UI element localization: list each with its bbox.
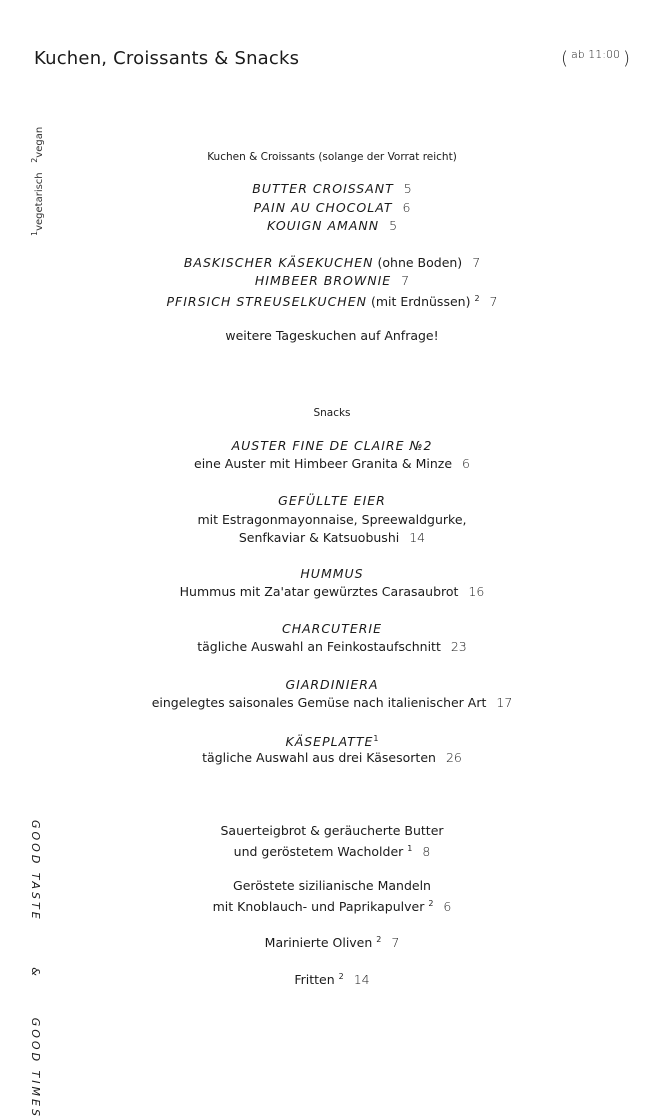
opening-time xyxy=(561,48,630,69)
legend-vegan: vegan xyxy=(34,126,45,158)
slogan-amp: & xyxy=(29,967,42,979)
extra-line: Geröstete sizilianische Mandeln xyxy=(233,878,431,893)
desc: eine Auster mit Himbeer Granita & Minze xyxy=(194,456,453,471)
item-desc xyxy=(0,694,664,712)
extra-line xyxy=(0,840,664,861)
item-name: AUSTER FINE DE CLAIRE №2 xyxy=(231,438,433,453)
item-price: 16 xyxy=(468,584,485,599)
item-price: 7 xyxy=(391,935,400,950)
paren: ( xyxy=(561,48,569,69)
menu-item xyxy=(0,217,664,235)
legend-vegetarian: vegetarisch xyxy=(34,172,45,231)
sup: 2 xyxy=(474,294,480,303)
menu-item xyxy=(0,272,664,290)
extra-line: Sauerteigbrot & geräucherte Butter xyxy=(220,823,444,838)
desc: eingelegtes saisonales Gemüse nach italienischer Art xyxy=(151,695,487,710)
item-price: 7 xyxy=(489,294,498,309)
item-name: HUMMUS xyxy=(300,566,364,581)
item-desc xyxy=(0,455,664,473)
desc: Senfkaviar & Katsuobushi xyxy=(238,530,400,545)
page-title: Kuchen, Croissants & Snacks xyxy=(34,48,300,69)
desc: Hummus mit Za'atar gewürztes Carasaubrot xyxy=(179,584,459,599)
item-price: 23 xyxy=(450,639,467,654)
time-text: ab 11:00 xyxy=(571,48,620,61)
item-price: 5 xyxy=(389,218,398,233)
desc: Marinierte Oliven xyxy=(264,935,373,950)
item-name: GIARDINIERA xyxy=(285,677,379,692)
extra-line xyxy=(0,968,664,989)
item-name: PFIRSICH STREUSELKUCHEN xyxy=(166,294,367,309)
sup: 2 xyxy=(376,935,382,944)
item-price: 6 xyxy=(402,200,411,215)
sup: 1 xyxy=(30,230,39,236)
desc: Fritten xyxy=(294,972,335,987)
item-name: HIMBEER BROWNIE xyxy=(254,273,392,288)
desc: und geröstetem Wacholder xyxy=(233,844,404,859)
item-desc xyxy=(0,583,664,601)
item-price: 6 xyxy=(443,899,452,914)
section-heading: Kuchen & Croissants (solange der Vorrat reicht) xyxy=(207,151,457,163)
menu-item xyxy=(0,180,664,198)
item-name xyxy=(0,730,664,751)
menu-item xyxy=(0,290,664,311)
sup: 2 xyxy=(30,157,39,163)
item-price: 17 xyxy=(496,695,513,710)
item-price: 6 xyxy=(462,456,470,471)
item-desc: mit Estragonmayonnaise, Spreewaldgurke, xyxy=(197,512,467,527)
desc: tägliche Auswahl an Feinkostaufschnitt xyxy=(197,639,441,654)
item-note: (mit Erdnüssen) xyxy=(370,294,471,309)
menu-item xyxy=(0,199,664,217)
item-desc xyxy=(0,529,664,547)
item-note: (ohne Boden) xyxy=(377,255,463,270)
slogan-part: GOOD TASTE xyxy=(29,820,42,922)
item-name: PAIN AU CHOCOLAT xyxy=(253,200,393,215)
extra-line xyxy=(0,931,664,952)
item-name: GEFÜLLTE EIER xyxy=(278,493,386,508)
paren: ) xyxy=(622,48,630,69)
slogan-part: GOOD TIMES xyxy=(29,1017,42,1119)
kuchen-footer: weitere Tageskuchen auf Anfrage! xyxy=(225,328,439,343)
menu-item xyxy=(0,254,664,272)
name: KÄSEPLATTE xyxy=(285,734,374,749)
item-price: 26 xyxy=(445,750,462,765)
item-name: KOUIGN AMANN xyxy=(266,218,380,233)
item-name: CHARCUTERIE xyxy=(281,621,383,636)
item-name: BUTTER CROISSANT xyxy=(252,181,394,196)
sup: 2 xyxy=(338,972,344,981)
item-price: 7 xyxy=(401,273,410,288)
extra-line xyxy=(0,895,664,916)
desc: tägliche Auswahl aus drei Käsesorten xyxy=(202,750,436,765)
section-heading: Snacks xyxy=(313,407,351,419)
item-name: BASKISCHER KÄSEKUCHEN xyxy=(183,255,374,270)
sup: 1 xyxy=(373,734,379,743)
item-price: 14 xyxy=(353,972,370,987)
item-price: 14 xyxy=(409,530,426,545)
sup: 2 xyxy=(428,899,434,908)
desc: mit Knoblauch- und Paprikapulver xyxy=(212,899,425,914)
sup: 1 xyxy=(407,844,413,853)
item-desc xyxy=(0,749,664,767)
item-price: 7 xyxy=(472,255,481,270)
item-desc xyxy=(0,638,664,656)
item-price: 8 xyxy=(422,844,431,859)
item-price: 5 xyxy=(403,181,412,196)
